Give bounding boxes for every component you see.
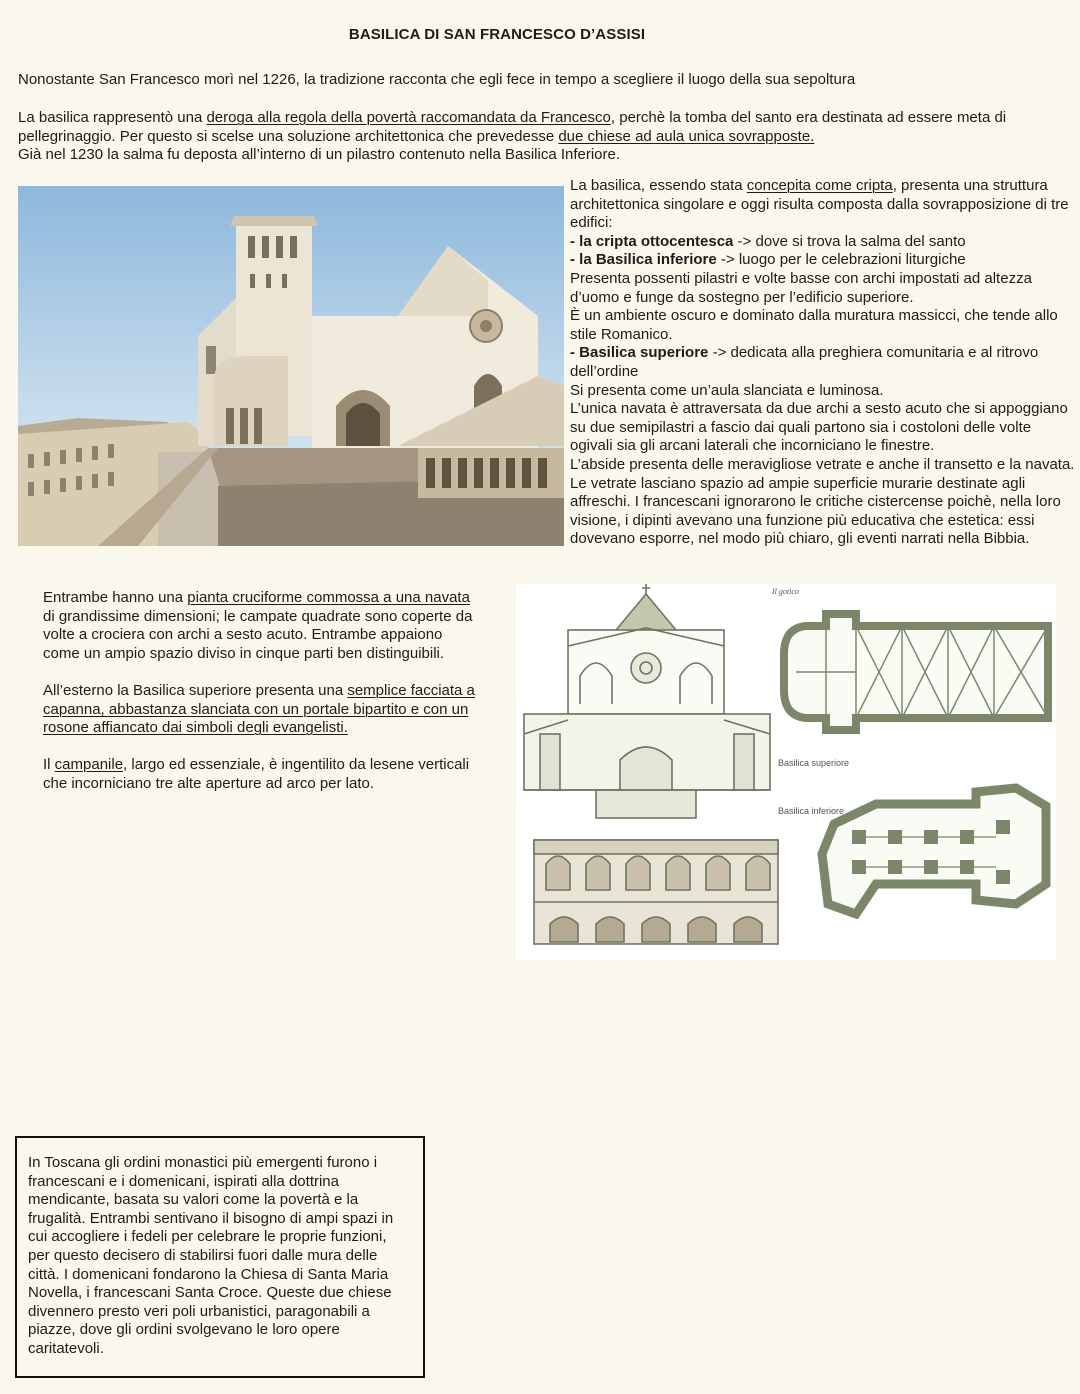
underlined-phrase: semplice facciata a capanna, abbastanza slanciata con un portale bipartito e con un rosone affiancato dai simboli degli evangelisti. — [43, 681, 475, 737]
underlined-phrase: campanile — [54, 756, 124, 774]
elevation-drawing — [534, 840, 778, 944]
label-basilica-inferiore: Basilica inferiore — [778, 806, 845, 816]
right-column-text — [570, 177, 1075, 549]
text-span: -> luogo per le celebrazioni liturgiche — [716, 251, 966, 269]
text-span: Entrambe hanno una — [43, 589, 188, 606]
intro-line: Nonostante San Francesco morì nel 1226, la tradizione racconta che egli fece in tempo a scegliere il luogo della sua sepoltura — [18, 71, 856, 88]
figure-header: Il gotico — [772, 587, 799, 596]
text-span: , largo ed essenziale, è ingentilito da lesene verticali che incorniciano tre alte aperture ad arco per lato. — [43, 756, 470, 792]
underlined-phrase: pianta cruciforme commossa a una navata — [187, 589, 470, 606]
text-span: Presenta possenti pilastri e volte basse con archi impostati ad altezza d’uomo e funge da sostegno per l’edificio superiore. — [570, 269, 1032, 306]
text-span: L’unica navata è attraversata da due archi a sesto acuto che si appoggiano su due semipilastri a fascio dai quali partono sia i costoloni delle volte ogivali sia gli arcani laterali che incorniciano le finestre. — [570, 400, 1068, 455]
text-span: È un ambiente oscuro e dominato dalla muratura massicci, che tende allo stile Romanico. — [570, 307, 1058, 343]
intro-paragraph — [18, 109, 1068, 165]
text-span: Già nel 1230 la salma fu deposta all’interno di un pilastro contenuto nella Basilica Inferiore. — [18, 146, 621, 164]
text-span: All’esterno la Basilica superiore presenta una — [43, 681, 348, 699]
text-span: La basilica rappresentò una — [18, 109, 207, 126]
info-box — [15, 1136, 425, 1378]
basilica-photo — [18, 186, 564, 546]
cross-section-drawing — [524, 584, 770, 818]
label-basilica-superiore: Basilica superiore — [778, 758, 850, 768]
plan-basilica-inferiore — [822, 788, 1046, 914]
text-span: , presenta una struttura architettonica singolare e oggi risulta composta dalla sovrapposizione di tre edifici: — [570, 177, 1069, 232]
intro-sentence — [18, 71, 1068, 90]
bold-label: - la Basilica inferiore — [570, 251, 717, 269]
bold-label: - Basilica superiore — [570, 344, 709, 362]
underlined-phrase: concepita come cripta — [746, 177, 893, 194]
left-column-text — [43, 589, 483, 794]
plans-figure — [516, 584, 1056, 960]
plan-basilica-superiore — [784, 614, 1048, 730]
text-span: -> dedicata alla preghiera comunitaria e al ritrovo dell’ordine — [570, 344, 1039, 380]
underlined-phrase: deroga alla regola della povertà raccomandata da Francesco — [206, 109, 611, 126]
text-span: , perchè la tomba del santo era destinata ad essere meta di pellegrinaggio. Per questo si scelse una soluzione architettonica che prevedesse — [18, 109, 1007, 145]
text-span: Il — [43, 756, 55, 774]
text-span: L’abside presenta delle meravigliose vetrate e anche il transetto e la navata. Le vetrate lasciano spazio ad ampie superficie murarie destinate agli affreschi. I francescani ignorarono le critiche cistercense poichè, nella loro visione, i dipinti avevano una funzione più educativa che estetica: essi dovevano esporre, nel modo più chiaro, gli eventi narrati nella Bibbia. — [570, 455, 1075, 548]
text-span: -> dove si trova la salma del santo — [733, 232, 966, 250]
info-box-text: In Toscana gli ordini monastici più emergenti furono i francescani e i domenicani, ispirati alla dottrina mendicante, basata su valori come la povertà e la frugalità. Entrambi sentivano il bisogno di ampi spazi in cui accogliere i fedeli per celebrare le proprie funzioni, per questo decisero di stabilirsi fuori dalle mura delle città. I domenicani fondarono la Chiesa di Santa Maria Novella, i francescani Santa Croce. Queste due chiese divennero presto veri poli urbanistici, paragonabili a piazze, dove gli ordini svolgevano le loro opere caritatevoli. — [28, 1154, 394, 1357]
underlined-phrase: due chiese ad aula unica sovrapposte. — [558, 127, 815, 145]
text-span: La basilica, essendo stata — [570, 177, 747, 194]
page-title: BASILICA DI SAN FRANCESCO D’ASSISI — [348, 26, 646, 43]
bold-label: - la cripta ottocentesca — [570, 232, 734, 250]
text-span: di grandissime dimensioni; le campate quadrate sono coperte da volte a crociera con archi a sesto acuto. Entrambe appaiono come un ampio spazio diviso in cinque parti ben distinguibili. — [43, 607, 473, 662]
text-span: Si presenta come un’aula slanciata e luminosa. — [570, 381, 884, 399]
